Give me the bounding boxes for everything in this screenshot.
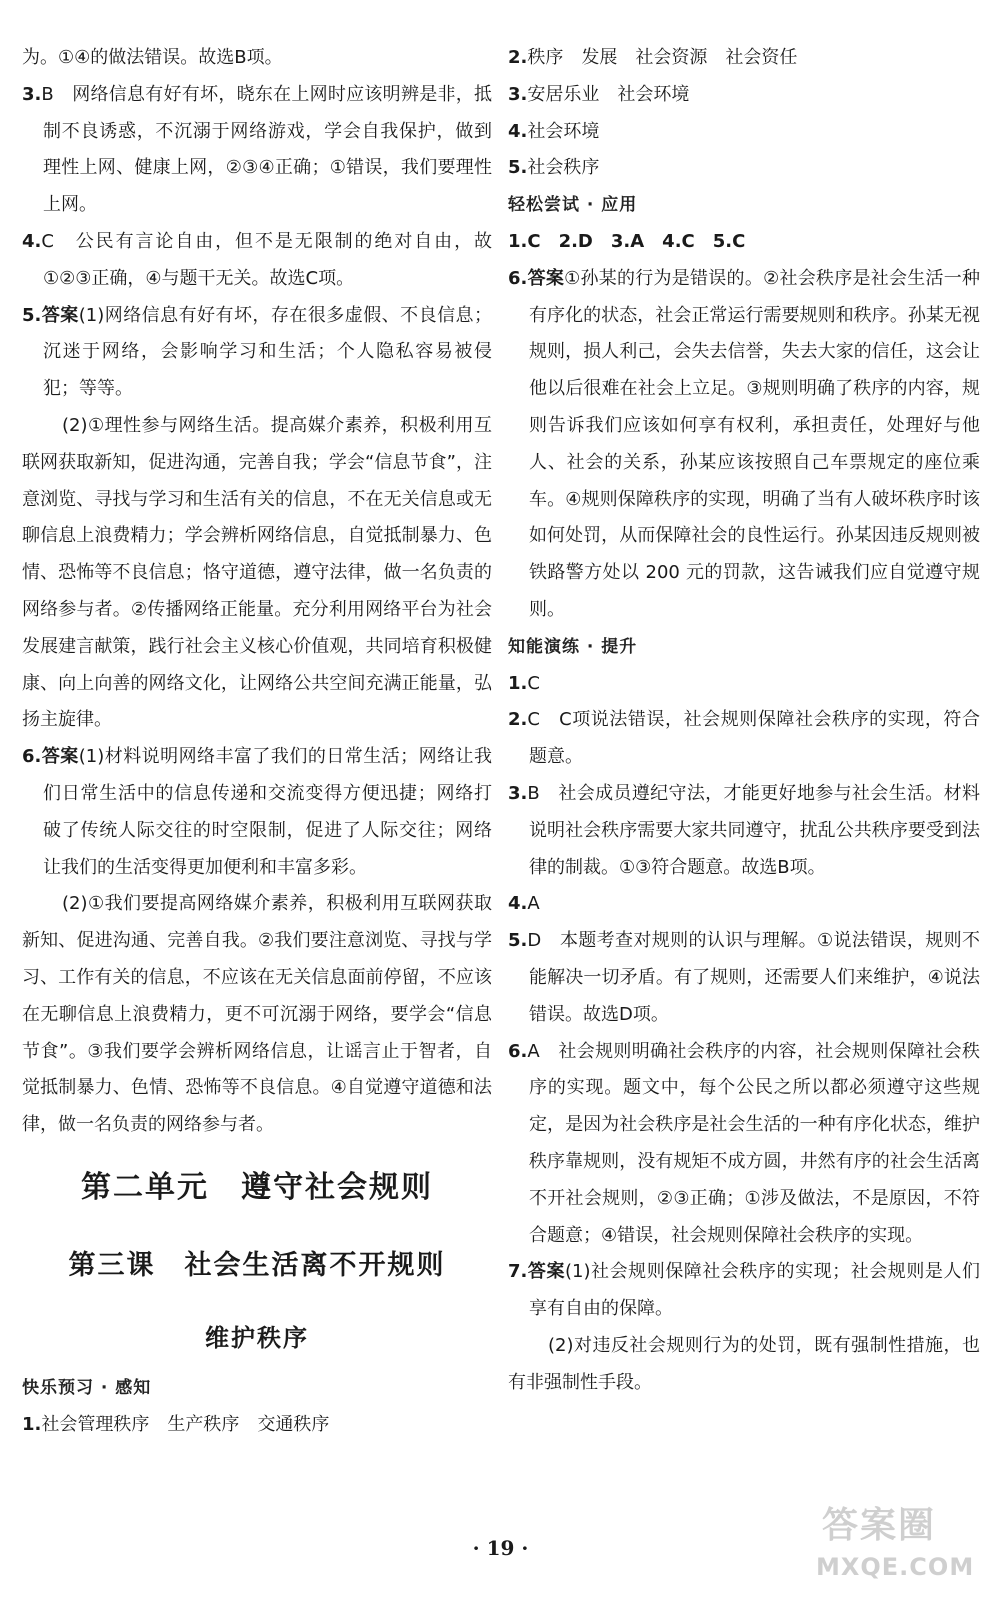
question-number: 6.: [508, 1040, 528, 1062]
exercise-2: [508, 702, 980, 776]
watermark-logo: [812, 1495, 992, 1595]
question-text: (1)材料说明网络丰富了我们的日常生活；网络让我们日常生活中的信息传递和交流变得方便迅捷；网络打破了传统人际交往的时空限制，促进了人际交往；网络让我们的生活变得更加便利和丰富多彩。: [43, 746, 492, 878]
exercise-7-part-2: (2)对违反社会规则行为的处罚，既有强制性措施，也有非强制性手段。: [508, 1334, 980, 1393]
exercise-1: [508, 666, 980, 703]
question-6: [22, 739, 492, 886]
question-number: 4.: [22, 230, 42, 252]
exercise-5: [508, 923, 980, 1033]
answer-3: [508, 77, 980, 114]
left-continuation: 为。①④的做法错误。故选B项。: [22, 47, 283, 68]
question-text: (1)社会规则保障社会秩序的实现；社会规则是人们享有自由的保障。: [529, 1261, 980, 1320]
answer-label: 答案: [41, 304, 79, 326]
answer-text: 社会管理秩序 生产秩序 交通秩序: [41, 1413, 330, 1435]
question-text: C 公民有言论自由，但不是无限制的绝对自由，故①②③正确，④与题干无关。故选C项。: [41, 230, 492, 289]
unit-title: 第二单元 遵守社会规则: [81, 1169, 433, 1205]
answer-text: 社会秩序: [527, 157, 600, 179]
section-heading-preview: 快乐预习 · 感知: [22, 1377, 152, 1398]
question-number: 1.: [508, 672, 528, 694]
question-number: 3.: [508, 782, 528, 804]
question-text: (1)网络信息有好有坏，存在很多虚假、不良信息；沉迷于网络，会影响学习和生活；个人隐私容易被侵犯；等等。: [43, 304, 492, 400]
lesson-title: 第三课 社会生活离不开规则: [68, 1249, 446, 1281]
question-number: 6.: [22, 746, 42, 768]
question-number: 5.: [22, 304, 42, 326]
question-text: B 网络信息有好有坏，晓东在上网时应该明辨是非，抵制不良诱惑，不沉溺于网络游戏，学会自我保护，做到理性上网、健康上网，②③④正确；①错误，我们要理性上网。: [41, 83, 492, 216]
question-text: A: [527, 893, 540, 915]
question-number: 5.: [508, 930, 528, 952]
question-text: D 本题考查对规则的认识与理解。①说法错误，规则不能解决一切矛盾。有了规则，还需要人们来维护，④说法错误。故选D项。: [527, 930, 980, 1025]
question-number: 6.: [508, 267, 528, 289]
topic-title: 维护秩序: [205, 1323, 309, 1352]
right-column: [508, 40, 980, 1401]
question-number: 3.: [508, 83, 528, 105]
answer-2: [508, 40, 980, 77]
question-number: 3.: [22, 83, 42, 105]
answer-1: [22, 1407, 492, 1444]
question-5-part-2: (2)①理性参与网络生活。提高媒介素养，积极利用互联网获取新知，促进沟通，完善自我；学会“信息节食”，注意浏览、寻找与学习和生活有关的信息，不在无关信息或无聊信息上浪费精力；学会辨析网络信息，自觉抵制暴力、色情、恐怖等不良信息；恪守道德，遵守法律，做一名负责的网络参与者。②传播网络正能量。充分利用网络平台为社会发展建言献策，践行社会主义核心价值观，共同培育积极健康、向上向善的网络文化，让网络公共空间充满正能量，弘扬主旋律。: [22, 414, 492, 731]
question-number: 1.: [22, 1413, 42, 1435]
question-3: [22, 77, 492, 224]
question-number: 4.: [508, 893, 528, 915]
section-heading-improve: 知能演练 · 提升: [508, 636, 638, 657]
question-number: 4.: [508, 120, 528, 142]
question-text: C: [527, 672, 540, 694]
page-number: · 19 ·: [472, 1536, 529, 1560]
answer-label: 答案: [41, 746, 79, 768]
question-number: 2.: [508, 47, 528, 68]
question-5: [22, 298, 492, 408]
answer-text: 安居乐业 社会环境: [527, 83, 690, 105]
answer-text: 秩序 发展 社会资源 社会资任: [527, 47, 798, 68]
section-heading-apply: 轻松尝试 · 应用: [508, 195, 638, 216]
question-6-part-2: (2)①我们要提高网络媒介素养，积极利用互联网获取新知、促进沟通、完善自我。②我们要注意浏览、寻找与学习、工作有关的信息，不应该在无关信息面前停留，不应该在无聊信息上浪费精力，更不可沉溺于网络，要学会“信息节食”。③我们要学会辨析网络信息，让谣言止于智者，自觉抵制暴力、色情、恐怖等不良信息。④自觉遵守道德和法律，做一名负责的网络参与者。: [22, 893, 492, 1136]
answer-text: 社会环境: [527, 120, 600, 142]
exercise-7: [508, 1254, 980, 1328]
question-text: ①孙某的行为是错误的。②社会秩序是社会生活一种有序化的状态，社会正常运行需要规则和秩序。孙某无视规则，损人利己，会失去信誉，失去大家的信任，这会让他以后很难在社会上立足。③规则明确了秩序的内容，规则告诉我们应该如何享有权利，承担责任，处理好与他人、社会的关系，孙某应该按照自己车票规定的座位乘车。④规则保障秩序的实现，明确了当有人破坏秩序时该如何处罚，从而保障社会的良性运行。孙某因违反规则被铁路警方处以 200 元的罚款，这告诫我们应自觉遵守规则。: [529, 267, 980, 620]
answer-4: [508, 114, 980, 151]
question-4: [22, 224, 492, 298]
exercise-4: [508, 886, 980, 923]
answer-label: 答案: [527, 267, 565, 289]
question-number: 5.: [508, 157, 528, 179]
exercise-3: [508, 776, 980, 886]
left-column: [22, 40, 492, 1444]
question-number: 2.: [508, 709, 528, 731]
multiple-choice-answers: 1.C 2.D 3.A 4.C 5.C: [508, 230, 746, 252]
question-text: C C项说法错误，社会规则保障社会秩序的实现，符合题意。: [527, 709, 980, 768]
question-number: 7.: [508, 1261, 528, 1283]
answer-5: [508, 150, 980, 187]
watermark-url: MXQE.COM: [816, 1553, 975, 1581]
question-text: B 社会成员遵纪守法，才能更好地参与社会生活。材料说明社会秩序需要大家共同遵守，扰乱公共秩序要受到法律的制裁。①③符合题意。故选B项。: [527, 782, 980, 878]
watermark-text: 答案圈: [822, 1505, 937, 1546]
answer-label: 答案: [527, 1261, 566, 1283]
exercise-6: [508, 1034, 980, 1255]
question-text: A 社会规则明确社会秩序的内容，社会规则保障社会秩序的实现。题文中，每个公民之所以都必须遵守这些规定，是因为社会秩序是社会生活的一种有序化状态，维护秩序靠规则，没有规矩不成方圆，井然有序的社会生活离不开社会规则，②③正确；①涉及做法，不是原因，不符合题意；④错误，社会规则保障社会秩序的实现。: [527, 1040, 980, 1246]
question-6: [508, 261, 980, 629]
